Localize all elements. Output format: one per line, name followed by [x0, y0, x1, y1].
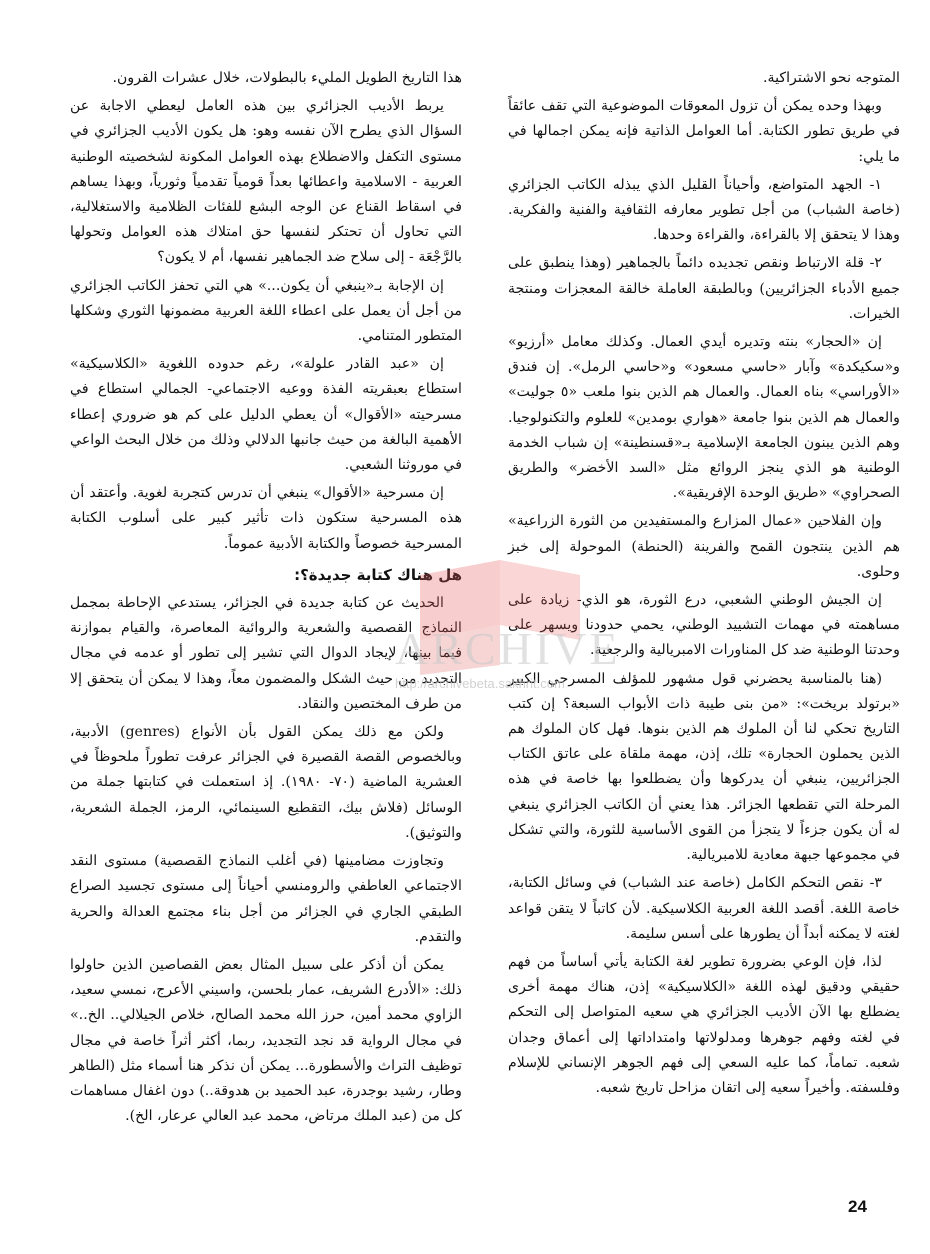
paragraph: ولكن مع ذلك يمكن القول بأن الأنواع (genres) الأدبية، وبالخصوص القصة القصيرة في الجزائر عرفت تطوراً ملحوظاً في العشرية الماضية (٧٠- ١٩٨٠). إذ استعملت في كتابتها جملة من الوسائل (فلاش بيك، التقطيع السينمائي، الرمز، الجملة الشعرية، والتوثيق). — [70, 724, 462, 841]
paragraph: الحديث عن كتابة جديدة في الجزائر، يستدعي الإحاطة بمجمل النماذج القصصية والشعرية والروائية المعاصرة، والقيام بموازنة فيما بينها، لإيجاد الدوال التي تشير إلى تطور أو عدمه في مجال التجديد من حيث الشكل والمضمون معاً، وهذا لا يمكن أن يتحقق إلا من طرف المختصين والنقاد. — [70, 595, 462, 712]
watermark-url: http://archivebeta.sakhrit.com — [395, 676, 565, 691]
paragraph: (هنا بالمناسبة يحضرني قول مشهور للمؤلف المسرحي الكبير «برتولد بريخت»: «من بنى طيبة ذات الأبواب السبعة؟ إن كتب التاريخ تحكي لنا أن الملوك هم الذين بنوها. فهل كان الملوك هم الذين يحملون الحجارة» تلك، إذن، مهمة ملقاة على عاتق الكتاب الجزائريين، ينبغي أن يدركوها وأن يضطلعوا بها خاصة في هذه المرحلة التي تقطعها الجزائر. هذا يعني أن الكاتب الجزائري ينبغي له أن يكون جزءاً لا يتجزأ من القوى الأساسية للثورة، والتي تشكل في مجموعها جبهة معادية للامبريالية. — [508, 670, 900, 864]
paragraph: وتجاوزت مضامينها (في أغلب النماذج القصصية) مستوى النقد الاجتماعي العاطفي والرومنسي أحياناً إلى مستوى تجسيد الصراع الطبقي الجاري في الجزائر من أجل بناء مجتمع العدالة والحرية والتقدم. — [70, 853, 462, 945]
paragraph: ١- الجهد المتواضع، وأحياناً القليل الذي يبذله الكاتب الجزائري (خاصة الشباب) من أجل تطوير معارفه الثقافية والفنية والفكرية. وهذا لا يتحقق إلا بالقراءة، والقراءة وحدها. — [508, 176, 900, 244]
paragraph: إن الإجابة بـ«ينبغي أن يكون...» هي التي تحفز الكاتب الجزائري من أجل أن يعمل على اعطاء اللغة العربية مضمونها الثوري وشكلها المتطور المتنامي. — [70, 277, 462, 345]
section-heading: هل هناك كتابة جديدة؟: — [294, 565, 462, 584]
paragraph: هذا التاريخ الطويل المليء بالبطولات، خلال عشرات القرون. — [112, 70, 462, 86]
paragraph: المتوجه نحو الاشتراكية. — [762, 70, 900, 86]
paragraph: يربط الأديب الجزائري بين هذه العامل ليعطي الاجابة عن السؤال الذي يطرح الآن نفسه وهو: هل يكون الأديب الجزائري في مستوى التكفل والاضطلاع بهذه العوامل المكونة لشخصيته الوطنية العربية - الاسلامية واعطائها بعداً قومياً تقدمياً وثورياً، وبهذا يساهم في اسقاط القناع عن الوجه البشع للفئات الظلامية والاستغلالية، التي تحاول أن تحتكر لنفسها حق امتلاك هذه العوامل وتحولها بالرَّجْعَة - إلى سلاح ضد الجماهير نفسها، أم لا يكون؟ — [70, 98, 462, 266]
watermark-title: ARCHIVE — [395, 623, 621, 674]
paragraph: يمكن أن أذكر على سبيل المثال بعض القصاصين الذين حاولوا ذلك: «الأدرع الشريف، عمار بلحسن، واسيني الأعرج، نمسي سعيد، الزاوي محمد أمين، حرز الله محمد الصالح، خلاص الجيلالي.. الخ..» في مجال الرواية قد نجد التجديد، ربما، أكثر أثراً خاصة في مجال توظيف التراث والأسطورة... يمكن أن نذكر هنا أسماء مثل (الطاهر وطار، رشيد بوجدرة، عبد الحميد بن هدوقة..) دون اغفال مساهمات كل من (عبد الملك مرتاض، محمد عبد العالي عرعار، الخ). — [70, 956, 462, 1125]
paragraph: ٢- قلة الارتباط ونقص تجديده دائماً بالجماهير (وهذا ينطبق على جميع الأدباء الجزائريين) وبالطبقة العاملة خالقة المعجزات ومنتجة الخيرات. — [508, 255, 900, 322]
right-column — [508, 66, 900, 1101]
left-column — [70, 66, 462, 1129]
paragraph: إن مسرحية «الأقوال» ينبغي أن تدرس كتجربة لغوية. وأعتقد أن هذه المسرحية ستكون ذات تأثير كبير على أسلوب الكتابة المسرحية خصوصاً والكتابة الأدبية عموماً. — [70, 485, 462, 552]
page-number: 24 — [848, 1197, 867, 1216]
paragraph: لذا، فإن الوعي بضرورة تطوير لغة الكتابة يأتي أساساً من فهم حقيقي ودقيق لهذه اللغة «الكلاسيكية» إذن، هناك مهمة أخرى يضطلع بها الآن الأديب الجزائري هي سعيه المتواصل إلى التحكم في لغته وفهم جوهرها ومدلولاتها وامتداداتها إلى أعماق وجدان شعبه. تماماً، كما عليه السعي إلى فهم الجوهر الإنساني للإسلام وفلسفته. وأخيراً سعيه إلى اتقان مزاحل تاريخ شعبه. — [508, 953, 900, 1096]
paragraph: ٣- نقص التحكم الكامل (خاصة عند الشباب) في وسائل الكتابة، خاصة اللغة. أقصد اللغة العربية الكلاسيكية. لأن كاتباً لا يتقن قواعد لغته لا يمكنه أبداً أن يطورها على أسس سليمة. — [508, 875, 900, 942]
paragraph: وبهذا وحده يمكن أن تزول المعوقات الموضوعية التي تقف عائقاً في طريق تطور الكتابة. أما العوامل الذاتية فإنه يمكن اجمالها في ما يلي: — [508, 98, 900, 165]
paragraph: وإن الفلاحين «عمال المزارع والمستفيدين من الثورة الزراعية» هم الذين ينتجون القمح والفرينة (الحنطة) الموحولة إلى خبز وحلوى. — [508, 513, 900, 580]
paragraph: إن الجيش الوطني الشعبي، درع الثورة، هو الذي- زيادة على مساهمته في مهمات التشييد الوطني، يحمي حدودنا ويسهر على وحدتنا الوطنية ضد كل المناورات الامبريالية والرجعية. — [508, 592, 900, 659]
paragraph: إن «الحجار» بنته وتديره أيدي العمال. وكذلك معامل «أرزيو» و«سكيكدة» وآبار «حاسي مسعود» و«حاسي الرمل». إن فندق «الأوراسي» بناه العمال. والعمال هم الذين بنوا ملعب «٥ جوليت» والعمال هم الذين بنوا جامعة «هواري بومدين» للعلوم والتكنولوجيا. وهم الذين يبنون الجامعة الإسلامية بـ«قسنطينة» إن شباب الخدمة الوطنية هو الذي ينجز الروائع مثل «السد الأخضر» والطريق الصحراوي» «طريق الوحدة الإفريقية». — [508, 334, 900, 502]
paragraph: إن «عبد القادر علولة»، رغم حدوده اللغوية «الكلاسيكية» استطاع بعبقريته الفذة ووعيه الاجتماعي- الجمالي استطاع في مسرحيته «الأقوال» أن يعطي الدليل على كم هو ضروري إعطاء الأهمية البالغة من حيث جانبها الدلالي وذلك من خلال البحث الواعي في موروثنا الشعبي. — [70, 356, 462, 474]
